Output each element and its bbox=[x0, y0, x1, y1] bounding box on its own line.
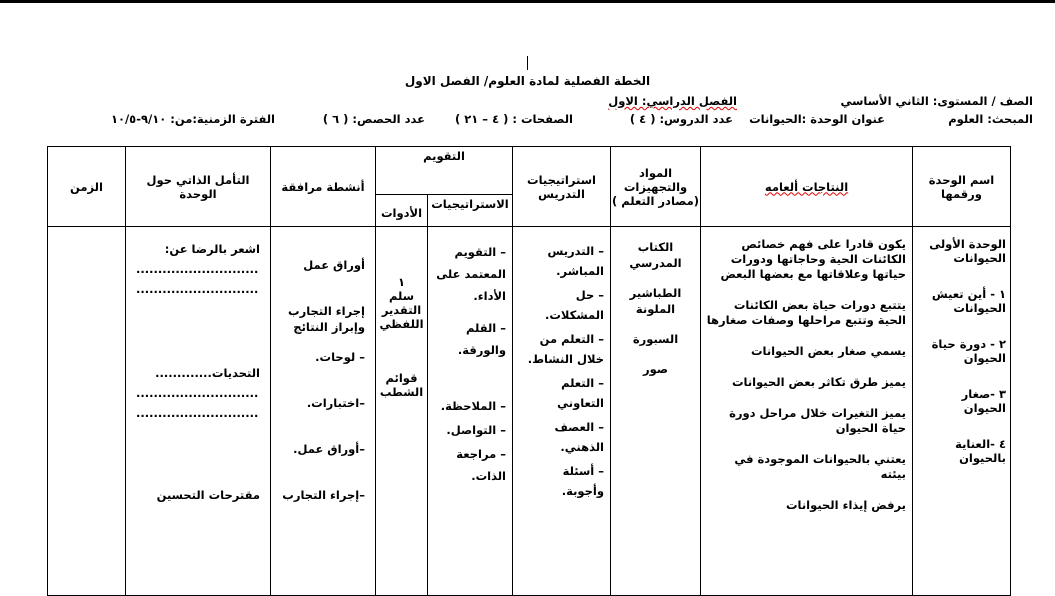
semester-text: الفصل الدراسي: الاول bbox=[608, 94, 737, 108]
tool-line: سلم التقدير اللفظي bbox=[379, 289, 424, 331]
materials-cell bbox=[611, 227, 701, 596]
tool-line: ١ bbox=[397, 275, 406, 289]
pages-label: الصفحات : ( ٤ – ٢١ ) bbox=[454, 112, 573, 126]
outcome-line: يعتني بالحيوانات الموجودة في بيئته bbox=[734, 452, 906, 481]
eval-strategy-line: – التقويم المعتمد على الأداء. bbox=[436, 245, 506, 303]
reflection-dots: ............................ bbox=[136, 386, 259, 400]
unit-line: ١ - أين تعيش الحيوانات bbox=[931, 287, 1006, 315]
header-eval-strategies: الاستراتيجيات bbox=[428, 195, 513, 227]
top-border-line bbox=[0, 0, 1055, 3]
activity-line: أوراق عمل bbox=[303, 258, 365, 272]
strategies-cell bbox=[513, 227, 611, 596]
header-eval-tools: الأدوات bbox=[376, 195, 428, 227]
outcome-line: يسمي صغار بعض الحيوانات bbox=[750, 344, 906, 358]
reflection-satisfied: اشعر بالرضا عن: bbox=[164, 242, 260, 256]
material-line: الكتاب المدرسي bbox=[629, 240, 682, 270]
eval-tools-cell bbox=[376, 227, 428, 596]
eval-strategy-line: – مراجعة الذات. bbox=[456, 447, 506, 483]
lessons-count-label: عدد الدروس: ( ٤ ) bbox=[629, 112, 733, 126]
eval-strategy-line: – القلم والورقة. bbox=[457, 321, 506, 357]
activity-line: –إجراء التجارب bbox=[282, 488, 365, 502]
reflection-dots: ............................ bbox=[136, 406, 259, 420]
outcome-line: يميز التغيرات خلال مراحل دورة حياة الحيوان bbox=[729, 406, 906, 435]
outcome-line: يكون قادرا على فهم خصائص الكائنات الحية وحاجاتها ودورات حياتها وعلاقاتها مع بعضها البعض bbox=[720, 237, 906, 281]
strategy-line: – التعلم من خلال النشاط. bbox=[527, 332, 604, 366]
header-evaluation: التقويم bbox=[376, 147, 513, 195]
reflection-dots: ............................ bbox=[136, 282, 259, 296]
strategy-line: – التدريس المباشر. bbox=[547, 244, 604, 278]
strategy-line: – أسئلة وأجوبة. bbox=[561, 464, 604, 498]
unit-cell bbox=[913, 227, 1011, 596]
activity-line: – لوحات. bbox=[315, 350, 365, 364]
eval-strategies-cell bbox=[428, 227, 513, 596]
reflection-dots: ............................ bbox=[136, 262, 259, 276]
unit-plan-table bbox=[47, 146, 1011, 596]
material-line: السبورة bbox=[632, 332, 679, 346]
outcome-line: يتتبع دورات حياة بعض الكائنات الحية وتتبع مراحلها وصفات صغارها bbox=[706, 298, 906, 327]
strategy-line: – حل المشكلات. bbox=[544, 288, 604, 322]
activity-line: –أوراق عمل. bbox=[293, 442, 365, 456]
header-row-1 bbox=[48, 147, 1011, 195]
unit-title-label: عنوان الوحدة :الحيوانات bbox=[749, 112, 885, 126]
header-strategies: استراتيجيات التدريس bbox=[513, 147, 611, 227]
grade-label: الصف / المستوى: الثاني الأساسي bbox=[840, 94, 1033, 108]
outcome-line: يميز طرق تكاثر بعض الحيوانات bbox=[731, 375, 906, 389]
classes-count-label: عدد الحصص: ( ٦ ) bbox=[322, 112, 425, 126]
unit-line: ٤ -العناية بالحيوان bbox=[955, 437, 1006, 465]
outcomes-cell bbox=[701, 227, 913, 596]
header-time: الزمن bbox=[48, 147, 126, 227]
reflection-improvement: مقترحات التحسين bbox=[156, 488, 260, 502]
header-reflection: التأمل الذاتي حول الوحدة bbox=[126, 147, 271, 227]
eval-strategy-line: – الملاحظة. bbox=[440, 399, 506, 413]
unit-line: ٢ - دورة حياة الحيوان bbox=[931, 337, 1006, 365]
reflection-challenges: التحديات............. bbox=[155, 366, 260, 380]
strategy-line: – التعلم التعاوني bbox=[557, 376, 604, 410]
material-line: الطباشير الملونة bbox=[629, 286, 682, 316]
eval-strategy-line: – التواصل. bbox=[446, 423, 506, 437]
content-row bbox=[48, 227, 1011, 596]
header-activities: أنشطة مرافقة bbox=[271, 147, 376, 227]
outcome-line: يرفض إيذاء الحيوانات bbox=[785, 498, 906, 512]
unit-line: ٣ -صغار الحيوان bbox=[961, 387, 1006, 415]
semester-label bbox=[608, 94, 737, 108]
page-title: الخطة الفصلية لمادة العلوم/ الفصل الاول bbox=[404, 74, 651, 88]
activities-cell bbox=[271, 227, 376, 596]
activity-line: –اختبارات. bbox=[306, 396, 365, 410]
tool-line: قوائم الشطب bbox=[379, 371, 424, 399]
subject-label: المبحث: العلوم bbox=[948, 112, 1033, 126]
unit-line: الوحدة الأولى الحيوانات bbox=[929, 237, 1006, 265]
header-unit: اسم الوحدة ورقمها bbox=[913, 147, 1011, 227]
activity-line: إجراء التجارب وإبراز النتائج bbox=[288, 304, 365, 334]
header-materials: المواد والتجهيزات (مصادر التعلم ) bbox=[611, 147, 701, 227]
header-outcomes: النتاجات ألعامه bbox=[701, 147, 913, 227]
reflection-cell bbox=[126, 227, 271, 596]
time-cell bbox=[48, 227, 126, 596]
material-line: صور bbox=[643, 362, 668, 376]
period-label: الفترة الزمنية:من: ٩/١٠-١٠/٥ bbox=[110, 112, 275, 126]
strategy-line: – العصف الذهني. bbox=[554, 420, 604, 454]
text-cursor bbox=[527, 56, 528, 70]
